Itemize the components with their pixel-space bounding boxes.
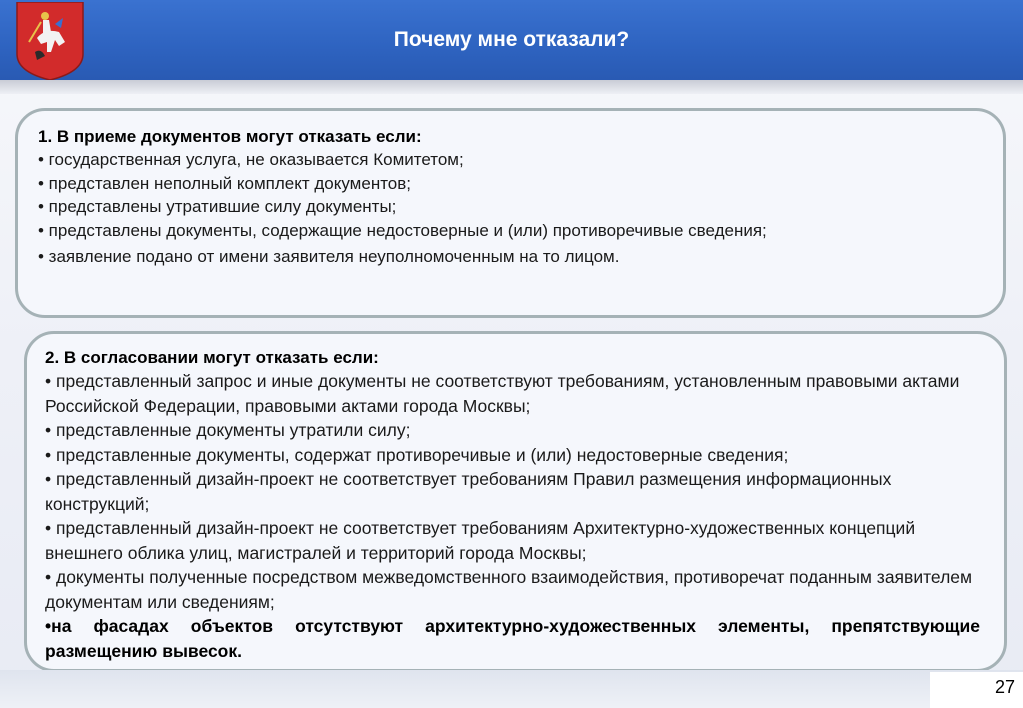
list-item: • представлены утратившие силу документы; <box>38 197 397 216</box>
panel-title: 2. В согласовании могут отказать если: <box>45 348 379 367</box>
page-number: 27 <box>994 677 1015 697</box>
list-item: • заявление подано от имени заявителя неуполномоченным на то лицом. <box>38 247 620 266</box>
list-item: • представленный дизайн-проект не соответствует требованиям Правил размещения информационных конструкций; <box>45 469 892 514</box>
list-item: • представлен неполный комплект документов; <box>38 173 412 193</box>
list-item: • документы полученные посредством межведомственного взаимодействия, противоречат поданным заявителем документам или сведениям; <box>45 567 973 612</box>
list-item: • представленные документы, содержат противоречивые и (или) недостоверные сведения; <box>45 444 789 465</box>
list-item: • государственная услуга, не оказывается Комитетом; <box>38 150 464 169</box>
list-item: •на фасадах объектов отсутствуют архитектурно-художественных элементы, препятствующие размещению вывесок. <box>45 616 980 661</box>
refusal-reception-panel <box>15 108 1006 318</box>
list-item: • представленные документы утратили силу; <box>45 420 411 440</box>
header-shadow <box>0 80 1023 94</box>
refusal-approval-panel <box>24 331 1007 672</box>
page-number-box <box>930 672 1023 708</box>
list-item: • представлены документы, содержащие недостоверные и (или) противоречивые сведения; <box>38 220 767 240</box>
list-item: • представленный запрос и иные документы не соответствуют требованиям, установленным правовыми актами Российской Федерации, правовыми актами города Москвы; <box>45 371 960 416</box>
panel-title: 1. В приеме документов могут отказать если: <box>38 127 422 146</box>
footer-bar <box>0 670 1023 708</box>
list-item: • представленный дизайн-проект не соответствует требованиям Архитектурно-художественных концепций внешнего облика улиц, магистралей и территорий города Москвы; <box>45 518 916 563</box>
slide-title: Почему мне отказали? <box>393 28 630 51</box>
